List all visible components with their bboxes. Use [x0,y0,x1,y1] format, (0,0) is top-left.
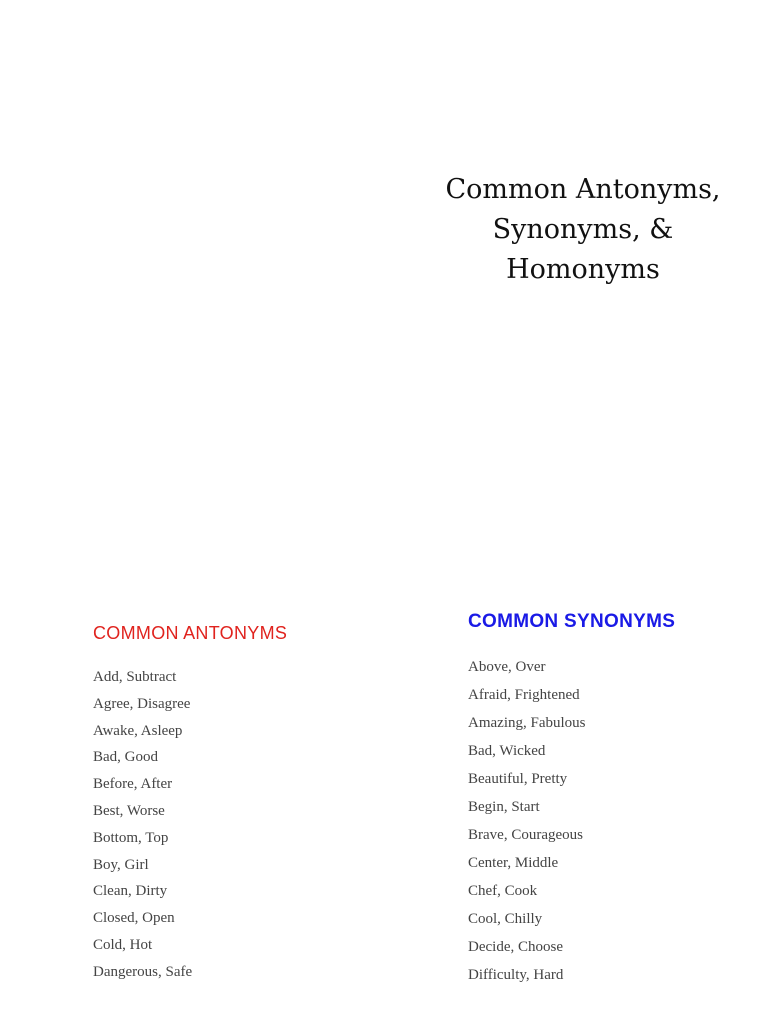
synonym-pair: Beautiful, Pretty [468,771,568,787]
synonym-pair: Amazing, Fabulous [468,715,586,731]
antonym-pair: Best, Worse [93,802,165,819]
document-title [418,170,748,290]
antonym-pair: Before, After [93,776,173,793]
antonyms-heading: COMMON ANTONYMS [93,623,288,643]
synonym-pair: Center, Middle [468,855,559,871]
antonym-pair: Awake, Asleep [93,722,183,739]
antonym-pair: Boy, Girl [93,856,149,873]
antonym-pair: Bottom, Top [93,829,169,846]
antonyms-list [93,664,287,986]
antonym-pair: Clean, Dirty [93,883,168,900]
title-line: Common Antonyms, [445,174,721,205]
synonyms-heading: COMMON SYNONYMS [468,611,676,632]
synonym-pair: Above, Over [468,659,546,675]
synonym-pair: Difficulty, Hard [468,967,564,983]
antonym-pair: Cold, Hot [93,936,153,953]
title-line: Homonyms [506,254,660,285]
antonym-pair: Closed, Open [93,910,175,927]
synonym-pair: Bad, Wicked [468,743,546,759]
synonym-pair: Chef, Cook [468,883,538,899]
antonym-pair: Agree, Disagree [93,695,191,712]
antonym-pair: Bad, Good [93,749,158,766]
antonym-pair: Add, Subtract [93,669,177,685]
synonyms-list [468,653,675,989]
antonym-pair: Dangerous, Safe [93,963,193,980]
synonym-pair: Cool, Chilly [468,911,543,927]
synonym-pair: Brave, Courageous [468,827,583,843]
antonyms-section [93,622,287,986]
synonym-pair: Afraid, Frightened [468,687,580,703]
synonyms-section [468,610,675,989]
synonym-pair: Decide, Choose [468,939,563,955]
synonym-pair: Begin, Start [468,799,540,815]
title-line: Synonyms, & [492,214,674,245]
